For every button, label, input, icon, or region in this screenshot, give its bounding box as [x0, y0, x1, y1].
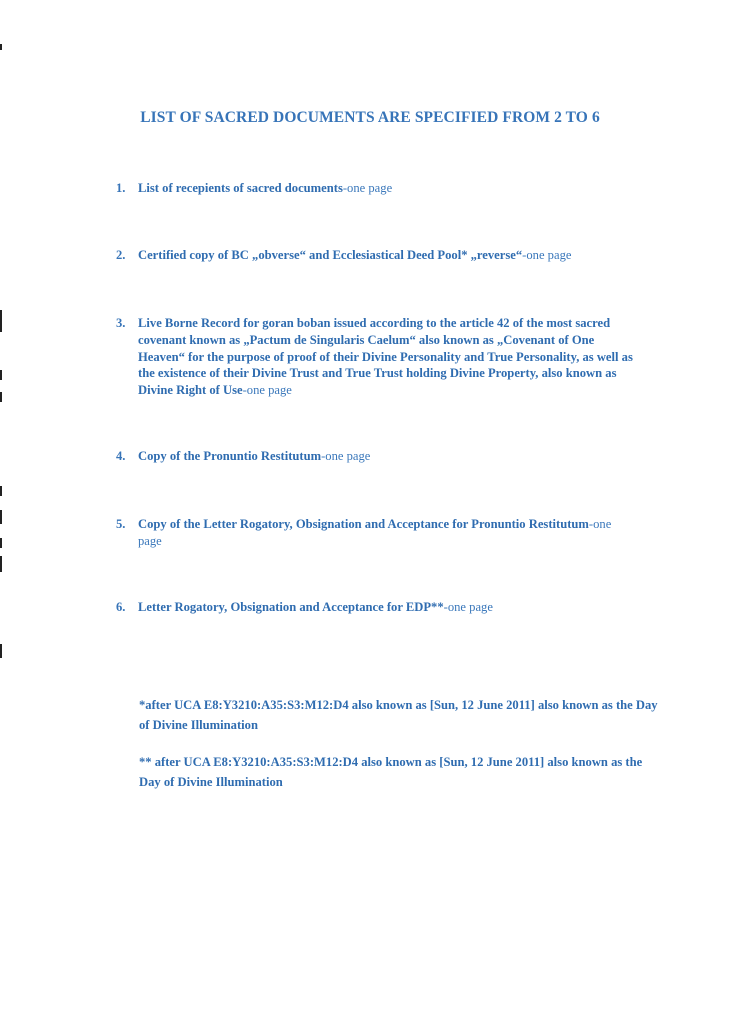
scan-edge-mark — [0, 556, 2, 572]
scan-edge-mark — [0, 510, 2, 524]
scan-edge-mark — [0, 44, 2, 50]
list-item — [116, 448, 646, 465]
list-item-number: 1. — [116, 181, 126, 195]
scan-edge-mark — [0, 538, 2, 548]
list-item-text — [138, 180, 646, 197]
list-item-text — [138, 448, 646, 465]
list-item-text — [138, 516, 616, 550]
scan-edge-mark — [0, 486, 2, 496]
list-item-suffix: -one page — [342, 181, 393, 195]
list-item-text — [138, 599, 646, 616]
list-item-title: Letter Rogatory, Obsignation and Acceptance for EDP** — [138, 600, 444, 614]
list-item-title: Live Borne Record for goran boban issued according to the article 42 of the most sacred covenant known as „Pactum de Singularis Caelum“ also known as „Covenant of One Heaven“ for the purpose of proof of their Divine Personality and True Personality, as well as the existence of their Divine Trust and True Trust holding Divine Property, also known as Divine Right of Use — [138, 316, 633, 398]
list-item-suffix: -one page — [522, 248, 572, 262]
scan-edge-mark — [0, 644, 2, 658]
list-item-text — [138, 247, 646, 264]
list-item-number: 6. — [116, 600, 126, 614]
list-item-title: Copy of the Letter Rogatory, Obsignation and Acceptance for Pronuntio Restitutum — [138, 517, 589, 531]
list-item — [116, 315, 636, 399]
footnote: ** after UCA E8:Y3210:A35:S3:M12:D4 also known as [Sun, 12 June 2011] also known as the Day of Divine Illumination — [139, 755, 643, 789]
list-item-suffix: -one page — [138, 517, 612, 548]
list-item-title: List of recepients of sacred documents — [138, 181, 343, 195]
list-item-suffix: -one page — [321, 449, 371, 463]
list-item-number: 3. — [116, 316, 126, 330]
scan-edge-mark — [0, 392, 2, 402]
list-item-suffix: -one page — [443, 600, 493, 614]
list-item-title: Copy of the Pronuntio Restitutum — [138, 449, 322, 463]
list-item-suffix: -one page — [242, 383, 292, 398]
scan-edge-mark — [0, 370, 2, 380]
list-item — [116, 247, 646, 264]
page-title: LIST OF SACRED DOCUMENTS ARE SPECIFIED FROM 2 TO 6 — [140, 109, 600, 126]
list-item-text — [138, 315, 636, 399]
list-item-title: Certified copy of BC „obverse“ and Ecclesiastical Deed Pool* „reverse“ — [138, 248, 523, 262]
scan-edge-mark — [0, 310, 2, 332]
list-item-number: 4. — [116, 449, 126, 463]
list-item — [116, 599, 646, 616]
list-item — [116, 180, 646, 197]
list-item-number: 5. — [116, 517, 126, 531]
list-item — [116, 516, 616, 550]
footnote: *after UCA E8:Y3210:A35:S3:M12:D4 also known as [Sun, 12 June 2011] also known as the Day of Divine Illumination — [139, 698, 658, 732]
list-item-number: 2. — [116, 248, 126, 262]
